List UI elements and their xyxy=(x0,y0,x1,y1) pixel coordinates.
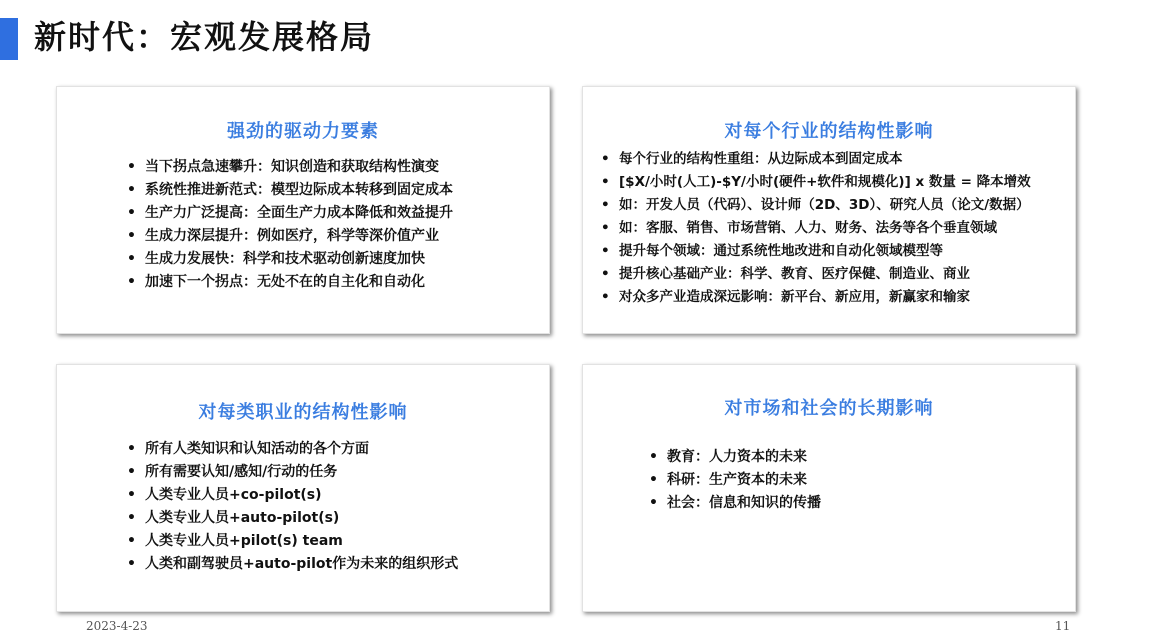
bullet-icon: • xyxy=(601,151,610,167)
list-item-text: 人类和副驾驶员+auto-pilot作为未来的组织形式 xyxy=(145,556,459,572)
bullet-icon: • xyxy=(649,495,658,511)
list-item xyxy=(123,438,549,461)
list-item-text: 生产力广泛提高：全面生产力成本降低和效益提升 xyxy=(145,205,453,221)
bullet-list xyxy=(123,156,549,294)
list-item xyxy=(123,484,549,507)
card-occupation-impact xyxy=(56,364,550,612)
list-item-text: 科研：生产资本的未来 xyxy=(667,472,807,488)
list-item xyxy=(597,194,1075,217)
list-item xyxy=(123,248,549,271)
card-heading: 对市场和社会的长期影响 xyxy=(724,398,934,419)
bullet-icon: • xyxy=(127,556,136,572)
list-item-text: 如：客服、销售、市场营销、人力、财务、法务等各个垂直领域 xyxy=(619,220,997,236)
card-industry-impact xyxy=(582,86,1076,334)
list-item xyxy=(597,286,1075,309)
bullet-icon: • xyxy=(649,449,658,465)
list-item-text: 社会：信息和知识的传播 xyxy=(667,495,821,511)
card-heading: 对每类职业的结构性影响 xyxy=(198,402,408,423)
card-driving-forces xyxy=(56,86,550,334)
list-item-text: 提升核心基础产业：科学、教育、医疗保健、制造业、商业 xyxy=(619,266,970,282)
list-item xyxy=(123,461,549,484)
list-item xyxy=(597,217,1075,240)
footer-date: 2023-4-23 xyxy=(86,619,148,633)
list-item xyxy=(645,492,1075,515)
list-item xyxy=(123,507,549,530)
list-item xyxy=(645,469,1075,492)
list-item xyxy=(597,148,1075,171)
bullet-icon: • xyxy=(601,197,610,213)
bullet-list xyxy=(123,438,549,576)
bullet-icon: • xyxy=(127,510,136,526)
bullet-icon: • xyxy=(601,220,610,236)
bullet-icon: • xyxy=(127,228,136,244)
list-item-text: [$X/小时(人工)-$Y/小时(硬件+软件和规模化)] x 数量 = 降本增效 xyxy=(619,174,1031,190)
bullet-list xyxy=(597,148,1075,309)
bullet-icon: • xyxy=(601,289,610,305)
bullet-icon: • xyxy=(127,464,136,480)
list-item-text: 人类专业人员+co-pilot(s) xyxy=(145,487,322,503)
bullet-icon: • xyxy=(127,205,136,221)
list-item xyxy=(123,202,549,225)
bullet-icon: • xyxy=(127,274,136,290)
bullet-list xyxy=(645,446,1075,515)
list-item xyxy=(123,156,549,179)
list-item xyxy=(597,171,1075,194)
bullet-icon: • xyxy=(601,243,610,259)
list-item-text: 教育：人力资本的未来 xyxy=(667,449,807,465)
list-item-text: 人类专业人员+pilot(s) team xyxy=(145,533,343,549)
list-item-text: 加速下一个拐点：无处不在的自主化和自动化 xyxy=(145,274,425,290)
list-item-text: 系统性推进新范式：模型边际成本转移到固定成本 xyxy=(145,182,453,198)
list-item xyxy=(123,553,549,576)
bullet-icon: • xyxy=(127,441,136,457)
list-item-text: 所有人类知识和认知活动的各个方面 xyxy=(145,441,369,457)
list-item xyxy=(597,263,1075,286)
list-item xyxy=(123,530,549,553)
list-item-text: 人类专业人员+auto-pilot(s) xyxy=(145,510,340,526)
list-item-text: 所有需要认知/感知/行动的任务 xyxy=(145,464,338,480)
list-item xyxy=(123,225,549,248)
bullet-icon: • xyxy=(601,266,610,282)
card-heading: 对每个行业的结构性影响 xyxy=(724,121,934,142)
list-item-text: 如：开发人员（代码）、设计师（2D、3D）、研究人员（论文/数据） xyxy=(619,197,1030,213)
list-item-text: 生成力发展快：科学和技术驱动创新速度加快 xyxy=(145,251,425,267)
bullet-icon: • xyxy=(649,472,658,488)
slide-title: 新时代：宏观发展格局 xyxy=(34,18,375,56)
list-item-text: 生成力深层提升：例如医疗，科学等深价值产业 xyxy=(145,228,439,244)
list-item xyxy=(123,179,549,202)
bullet-icon: • xyxy=(601,174,610,190)
list-item-text: 每个行业的结构性重组：从边际成本到固定成本 xyxy=(619,151,903,167)
card-society-impact xyxy=(582,364,1076,612)
bullet-icon: • xyxy=(127,487,136,503)
bullet-icon: • xyxy=(127,159,136,175)
list-item-text: 对众多产业造成深远影响：新平台、新应用，新赢家和输家 xyxy=(619,289,970,305)
card-heading: 强劲的驱动力要素 xyxy=(227,121,379,142)
bullet-icon: • xyxy=(127,182,136,198)
title-accent-bar xyxy=(0,18,18,60)
page-number: 11 xyxy=(1055,619,1071,633)
bullet-icon: • xyxy=(127,251,136,267)
list-item xyxy=(645,446,1075,469)
list-item xyxy=(123,271,549,294)
list-item-text: 当下拐点急速攀升：知识创造和获取结构性演变 xyxy=(145,159,439,175)
bullet-icon: • xyxy=(127,533,136,549)
list-item-text: 提升每个领域：通过系统性地改进和自动化领域模型等 xyxy=(619,243,943,259)
list-item xyxy=(597,240,1075,263)
